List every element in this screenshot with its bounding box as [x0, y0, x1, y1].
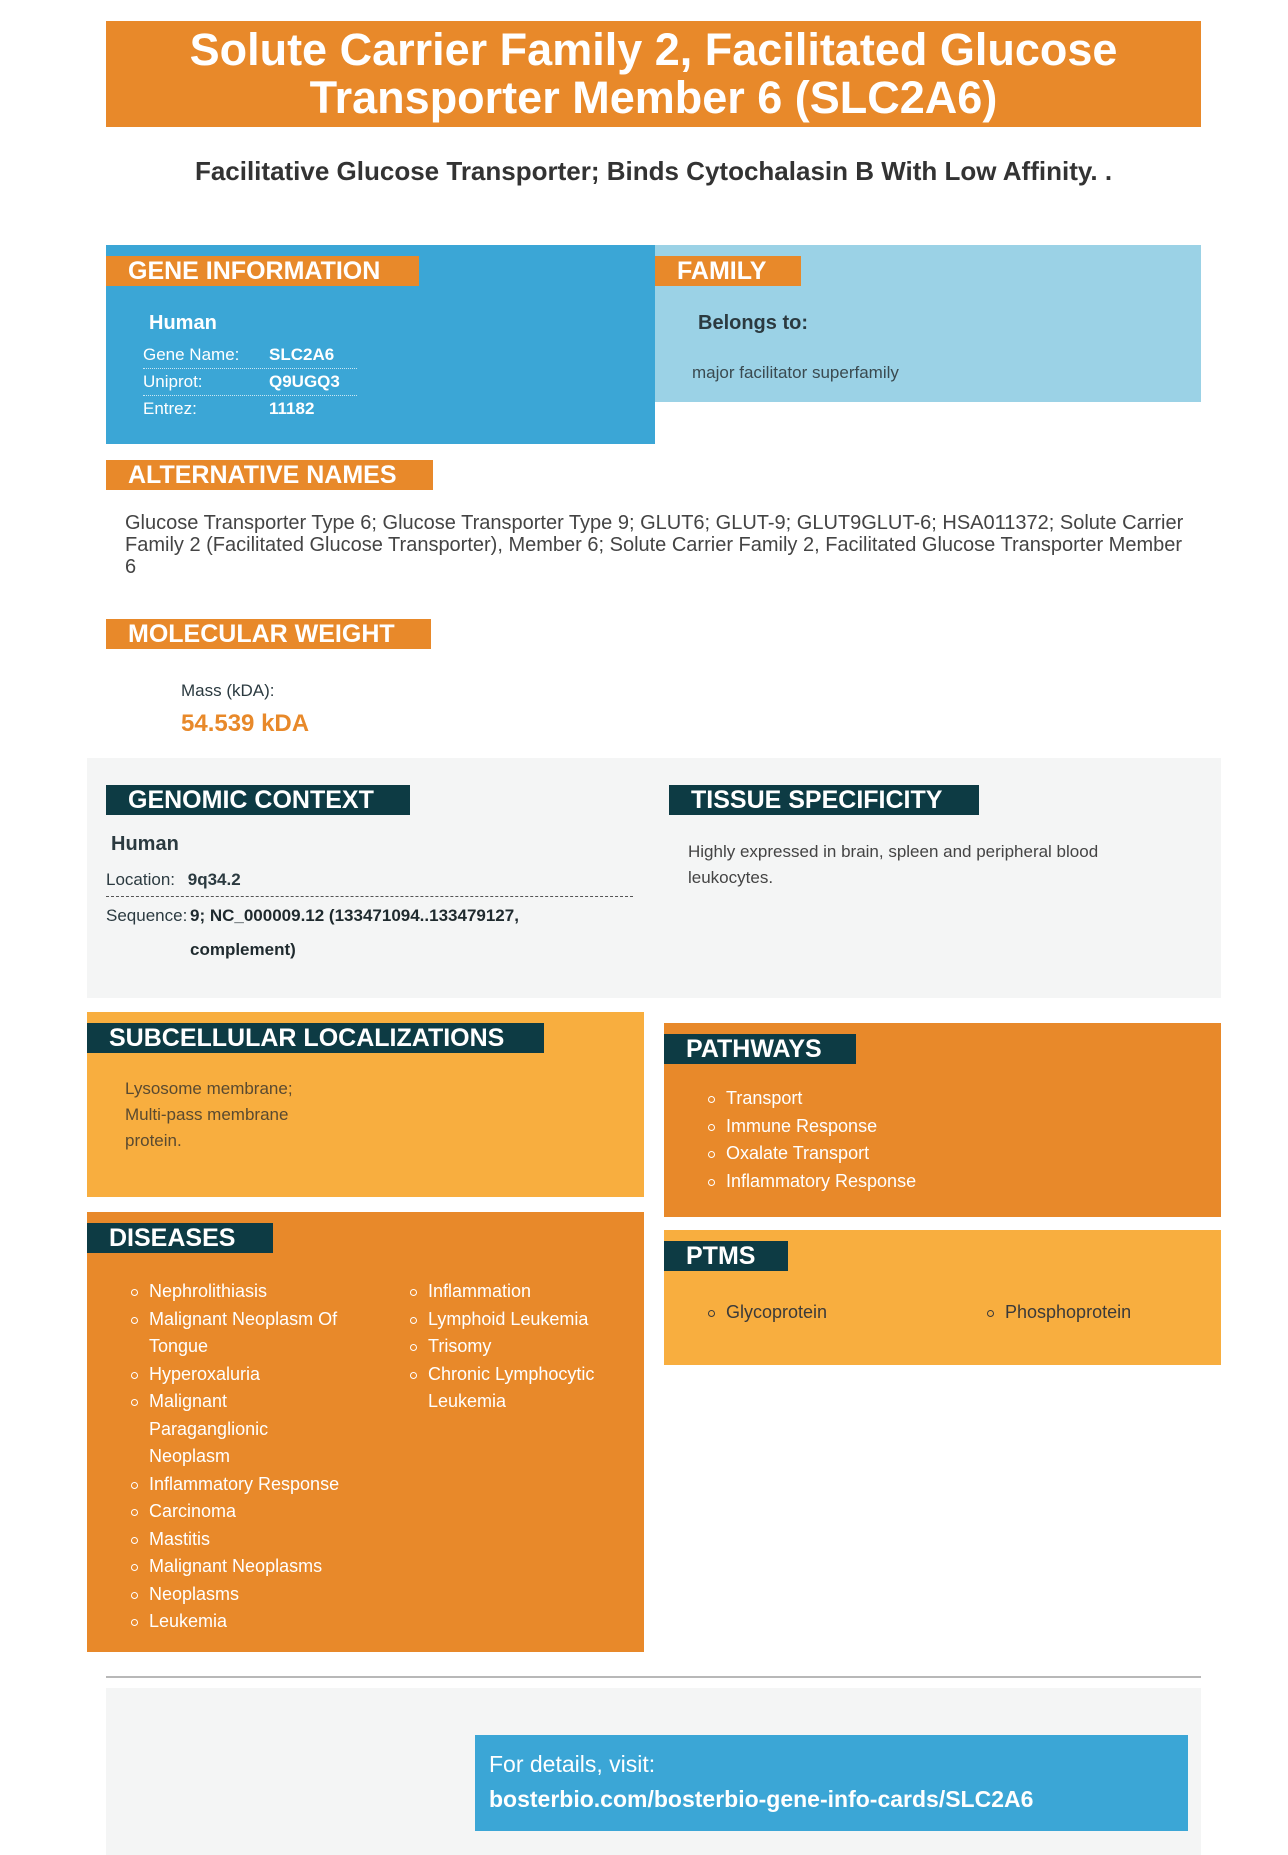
ptms-list-2 — [985, 1299, 1131, 1327]
disease-text: Mastitis — [149, 1528, 211, 1549]
diseases-heading: DISEASES — [87, 1223, 273, 1253]
disease-text: Nephrolithiasis — [149, 1281, 268, 1301]
mass-value: 54.539 kDA — [181, 710, 310, 737]
disease-item — [129, 1553, 369, 1581]
gene-name-label: Gene Name: — [143, 345, 240, 364]
tissue-text-2: leukocytes. — [688, 868, 774, 887]
disease-text: Lymphoid Leukemia — [428, 1308, 589, 1329]
disease-item — [408, 1278, 628, 1306]
title-line-1: Solute Carrier Family 2, Facilitated Glucose — [189, 24, 1118, 75]
family-panel — [655, 245, 1201, 402]
disease-item — [129, 1581, 369, 1609]
disease-text: Carcinoma — [149, 1501, 237, 1521]
subcellular-text — [125, 1076, 293, 1154]
entrez-row — [143, 399, 357, 422]
pathway-item: Immune Response — [706, 1113, 916, 1141]
ptm-item: Phosphoprotein — [985, 1299, 1131, 1327]
diseases-list-1 — [129, 1278, 369, 1636]
ptm-item: Glycoprotein — [706, 1299, 827, 1327]
molecular-weight-heading: MOLECULAR WEIGHT — [106, 619, 431, 649]
disease-text: Trisomy — [428, 1336, 492, 1356]
gene-name-row — [143, 345, 357, 369]
uniprot-value: Q9UGQ3 — [269, 372, 340, 391]
disease-text: Malignant — [149, 1391, 228, 1411]
disease-item — [129, 1608, 369, 1636]
disease-item — [408, 1333, 628, 1361]
title-line-2: Transporter Member 6 (SLC2A6) — [309, 72, 998, 123]
subcellular-line-2: Multi-pass membrane — [125, 1105, 289, 1124]
subcellular-line-1: Lysosome membrane; — [125, 1079, 293, 1098]
ptms-list-1 — [706, 1299, 827, 1327]
pathways-list — [706, 1085, 916, 1195]
disease-text: Tongue — [149, 1336, 209, 1356]
diseases-panel — [87, 1212, 644, 1652]
disease-item — [129, 1361, 369, 1389]
family-heading: FAMILY — [655, 256, 801, 286]
subcellular-heading: SUBCELLULAR LOCALIZATIONS — [87, 1023, 544, 1053]
disease-item — [408, 1361, 628, 1416]
gene-information-panel — [106, 245, 655, 444]
subcellular-panel — [87, 1012, 644, 1197]
genomic-tissue-panel — [87, 758, 1221, 998]
ptms-heading: PTMS — [664, 1241, 788, 1271]
disease-text: Inflammation — [428, 1281, 532, 1301]
disease-text: Leukemia — [149, 1611, 228, 1631]
pathway-item: Transport — [706, 1085, 916, 1113]
alternative-names-text: Glucose Transporter Type 6; Glucose Transporter Type 9; GLUT6; GLUT-9; GLUT9GLUT-6; HSA011372; Solute Carrier Family 2 (Facilitated Glucose Transporter), Member 6; Solute Carrier Family 2, Facilitated Glucose Transporter Member 6 — [125, 512, 1184, 578]
disease-item — [129, 1471, 369, 1499]
location-row — [106, 870, 633, 897]
sequence-label: Sequence: — [106, 906, 188, 925]
pathway-item: Inflammatory Response — [706, 1168, 916, 1196]
page-subtitle: Facilitative Glucose Transporter; Binds Cytochalasin B With Low Affinity. . — [194, 156, 1113, 186]
details-label: For details, visit: — [489, 1751, 656, 1777]
tissue-text-1: Highly expressed in brain, spleen and peripheral blood — [688, 842, 1099, 861]
location-value: 9q34.2 — [187, 870, 241, 889]
disease-text: Malignant Neoplasms — [149, 1556, 323, 1576]
disease-text: Hyperoxaluria — [149, 1363, 261, 1384]
family-belongs-to: Belongs to: — [698, 312, 808, 334]
disease-text: Inflammatory Response — [149, 1473, 340, 1494]
disease-text: Neoplasm — [149, 1446, 231, 1466]
disease-item — [129, 1526, 369, 1554]
entrez-label: Entrez: — [143, 399, 197, 418]
disease-item — [129, 1278, 369, 1306]
disease-item — [129, 1498, 369, 1526]
family-value: major facilitator superfamily — [692, 363, 899, 382]
subcellular-line-3: protein. — [125, 1131, 182, 1150]
disease-text: Malignant Neoplasm Of — [149, 1308, 338, 1329]
gene-information-heading: GENE INFORMATION — [106, 256, 419, 286]
footer-divider — [106, 1676, 1201, 1678]
tissue-specificity-heading: TISSUE SPECIFICITY — [669, 785, 979, 815]
disease-item — [129, 1388, 369, 1471]
genomic-species: Human — [111, 833, 179, 855]
details-link[interactable]: bosterbio.com/bosterbio-gene-info-cards/SLC2A6 — [489, 1786, 1034, 1812]
pathways-heading: PATHWAYS — [664, 1034, 856, 1064]
uniprot-row — [143, 372, 357, 396]
disease-item — [129, 1306, 369, 1361]
entrez-value: 11182 — [269, 399, 315, 418]
genomic-context-heading: GENOMIC CONTEXT — [106, 785, 410, 815]
disease-text: Neoplasms — [149, 1583, 240, 1604]
pathway-item: Oxalate Transport — [706, 1140, 916, 1168]
mass-label: Mass (kDA): — [181, 681, 275, 700]
ptms-panel — [664, 1230, 1221, 1365]
gene-name-value: SLC2A6 — [269, 345, 335, 364]
pathways-panel — [664, 1023, 1221, 1217]
sequence-value-1: 9; NC_000009.12 (133471094..133479127, — [190, 906, 519, 925]
page-title — [106, 21, 1201, 127]
disease-text: Paraganglionic — [149, 1418, 269, 1439]
sequence-value-2: complement) — [190, 940, 296, 959]
disease-text: Leukemia — [428, 1391, 507, 1411]
details-link-box[interactable] — [475, 1735, 1188, 1831]
location-label: Location: — [106, 870, 175, 889]
disease-item — [408, 1306, 628, 1334]
disease-text: Chronic Lymphocytic — [428, 1363, 595, 1384]
diseases-list-2 — [408, 1278, 628, 1416]
alternative-names-heading: ALTERNATIVE NAMES — [106, 460, 433, 490]
uniprot-label: Uniprot: — [143, 372, 203, 391]
gene-species: Human — [149, 312, 217, 334]
